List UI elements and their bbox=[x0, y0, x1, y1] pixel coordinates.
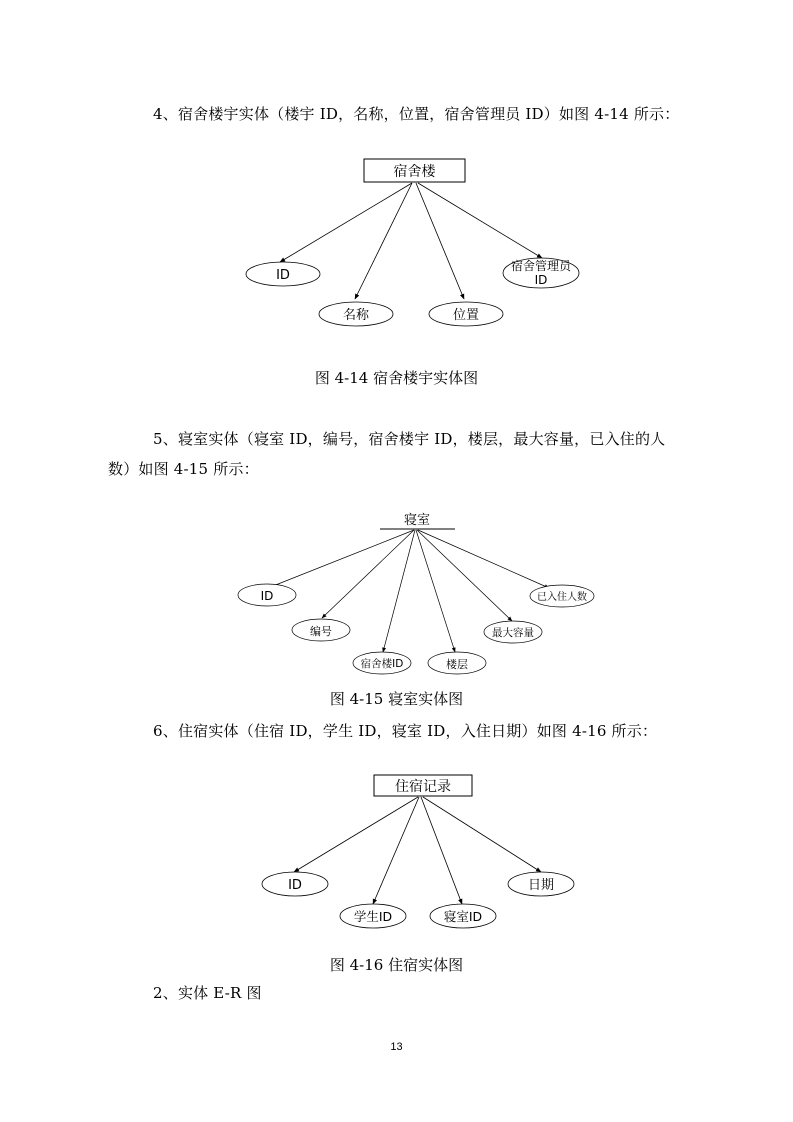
page-number: 13 bbox=[390, 1041, 403, 1053]
relation-line bbox=[383, 530, 415, 652]
relation-line bbox=[373, 797, 419, 904]
er-diagram-dorm-room bbox=[0, 510, 793, 680]
relation-line bbox=[417, 530, 512, 621]
relation-line bbox=[268, 530, 414, 588]
attribute-label: 编号 bbox=[310, 625, 332, 638]
figure-caption-4-14: 图 4-14 宿舍楼宇实体图 bbox=[314, 369, 479, 387]
attribute-label: 最大容量 bbox=[492, 627, 534, 639]
relation-line bbox=[418, 530, 549, 588]
attribute-label: ID bbox=[534, 273, 548, 287]
attribute-label: 楼层 bbox=[446, 658, 468, 671]
entity-label: 宿舍楼 bbox=[393, 164, 436, 180]
attribute-label: ID bbox=[260, 589, 274, 603]
attribute-label: ID bbox=[276, 268, 290, 283]
attribute-label: 位置 bbox=[452, 308, 480, 323]
attribute-label: 宿舍楼ID bbox=[360, 658, 404, 670]
figure-caption-4-15: 图 4-15 寝室实体图 bbox=[329, 690, 464, 708]
relation-line bbox=[423, 797, 541, 872]
paragraph-5: 5、寝室实体（寝室 ID，编号，宿舍楼宇 ID，楼层，最大容量，已入住的人数）如图 4-15 所示： bbox=[108, 430, 666, 478]
relation-line bbox=[294, 797, 418, 872]
relation-line bbox=[416, 530, 455, 652]
attribute-label: 日期 bbox=[527, 878, 555, 893]
attribute-label: 名称 bbox=[342, 308, 370, 323]
entity-label: 住宿记录 bbox=[395, 779, 451, 795]
figure-caption-4-16: 图 4-16 住宿实体图 bbox=[329, 956, 464, 974]
er-diagram-accommodation bbox=[0, 770, 793, 940]
attribute-label: 寝室ID bbox=[443, 909, 483, 924]
paragraph-4: 4、宿舍楼宇实体（楼宇 ID，名称，位置，宿舍管理员 ID）如图 4-14 所示： bbox=[153, 105, 680, 123]
relation-line bbox=[418, 183, 542, 258]
relation-line bbox=[416, 183, 464, 299]
attribute-label: 宿舍管理员 bbox=[510, 259, 572, 273]
attribute-label: 已入住人数 bbox=[537, 592, 587, 603]
attribute-label: 学生ID bbox=[353, 909, 393, 924]
er-diagram-dorm-building bbox=[0, 150, 793, 350]
entity-label: 寝室 bbox=[403, 513, 431, 528]
relation-line bbox=[322, 530, 414, 618]
paragraph-6: 6、住宿实体（住宿 ID，学生 ID，寝室 ID，入住日期）如图 4-16 所示： bbox=[153, 722, 658, 740]
relation-line bbox=[421, 797, 462, 904]
paragraph-2: 2、实体 E-R 图 bbox=[153, 984, 262, 1002]
attribute-label: ID bbox=[288, 878, 302, 893]
